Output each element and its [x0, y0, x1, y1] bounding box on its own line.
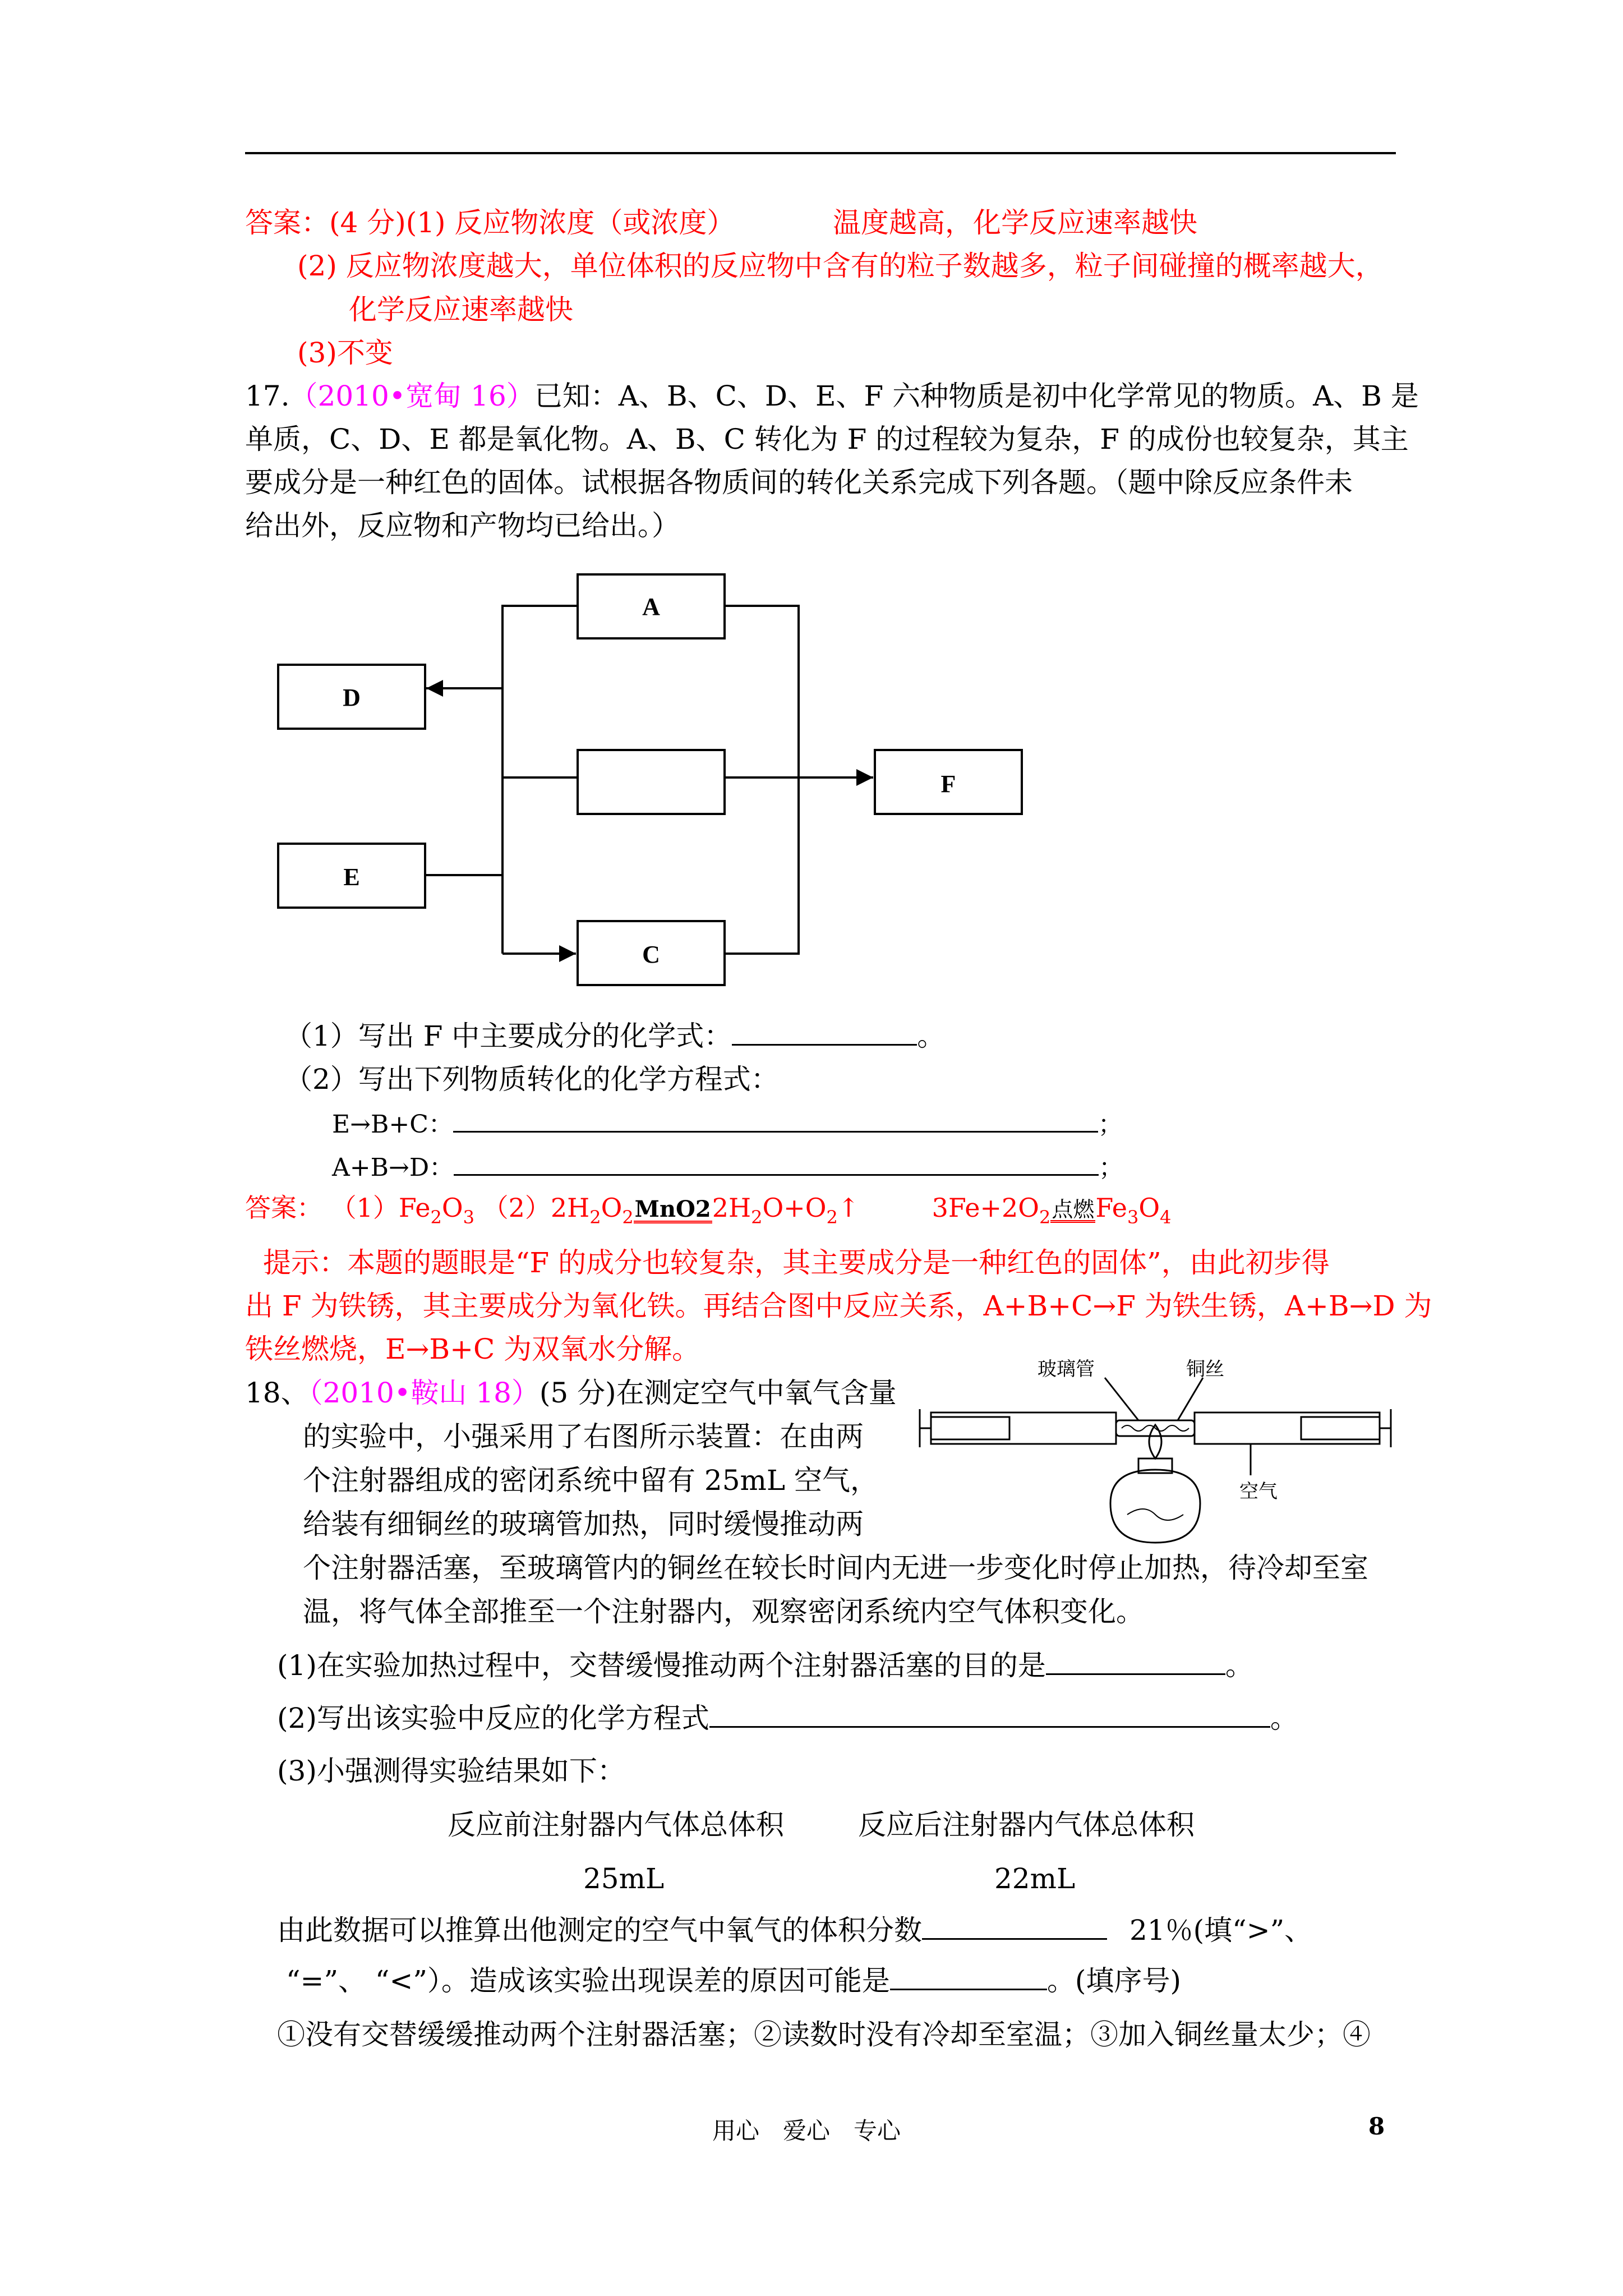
results-value-after: 22mL: [994, 1862, 1076, 1895]
q17-conversion-diagram: [0, 0, 1623, 1010]
q17-sub2: （2）写出下列物质转化的化学方程式：: [284, 1063, 779, 1096]
q17-sub1: （1）写出 F 中主要成分的化学式： 。: [284, 1020, 946, 1052]
q17-stem-line2: 单质，C、D、E 都是氧化物。A、B、C 转化为 F 的过程较为复杂，F 的成份也较复杂，其主: [245, 423, 1409, 455]
q16-answer-line1: 答案：(4 分)(1) 反应物浓度（或浓度）: [245, 206, 735, 239]
q16-answer-line3: 化学反应速率越快: [349, 293, 573, 326]
q18-conclusion-line2: “=”、 “<”）。造成该实验出现误差的原因可能是 。(填序号): [286, 1964, 1181, 1997]
box-c-label: C: [642, 941, 660, 968]
question-source: （2010•鞍山 18）: [308, 1377, 540, 1409]
connector-a-left: [502, 606, 578, 777]
box-e-label: E: [343, 863, 360, 891]
syringe-apparatus-figure: [914, 1358, 1396, 1582]
q16-answer-line2: (2) 反应物浓度越大，单位体积的反应物中含有的粒子数越多，粒子间碰撞的概率越大，: [297, 250, 1384, 282]
question-number: 17.: [245, 380, 290, 412]
answer-blank-f-formula[interactable]: [732, 1019, 917, 1046]
q17-eq2: A+B→D： ；: [332, 1149, 1123, 1185]
label-air: 空气: [1239, 1481, 1278, 1502]
box-b-blank: [578, 750, 725, 814]
q18-conclusion-line1: 由此数据可以推算出他测定的空气中氧气的体积分数 21％(填“>”、: [277, 1914, 1313, 1947]
connector-a-right: [725, 606, 799, 954]
q17-eq1: E→B+C： ；: [332, 1106, 1123, 1142]
q17-hint-line2: 出 F 为铁锈，其主要成分为氧化铁。再结合图中反应关系，A+B+C→F 为铁生锈，A+B→D 为: [245, 1290, 1432, 1322]
flame: [1149, 1425, 1161, 1458]
box-f-label: F: [940, 770, 956, 798]
answer-blank-eq2[interactable]: [454, 1149, 1099, 1176]
q18-stem-line5: 个注射器活塞，至玻璃管内的铜丝在较长时间内无进一步变化时停止加热，待冷却至室: [303, 1552, 1368, 1584]
q17-answer: 答案： $(1)Fe_2O_3$ $(2)2H_2O_2MnO22H_2O+O_2↑$ $3Fe+2O_2$点燃$Fe_3O_4$: [245, 1193, 1172, 1228]
footer-motto: 用心 爱心 专心: [712, 2117, 901, 2145]
q18-sub3: (3)小强测得实验结果如下：: [277, 1755, 625, 1787]
page-number: 8: [1368, 2113, 1385, 2140]
answer-blank-reason[interactable]: [890, 1964, 1047, 1990]
q17-hint-line1: 提示：本题的题眼是“F 的成分也较复杂，其主要成分是一种红色的固体”，由此初步得: [263, 1246, 1330, 1279]
q17-stem-line1: 17.（2010•宽甸 16）已知：A、B、C、D、E、F 六种物质是初中化学常见的物质。A、B 是: [245, 380, 1419, 412]
answer-blank-equation[interactable]: [709, 1701, 1270, 1728]
q16-answer-line1b: 温度越高，化学反应速率越快: [833, 206, 1197, 239]
catalyst-mno2: MnO2: [634, 1196, 711, 1222]
label-glass-tube: 玻璃管: [1038, 1359, 1095, 1380]
results-header-before: 反应前注射器内气体总体积: [448, 1809, 784, 1841]
box-a-label: A: [642, 593, 660, 620]
q18-sub1: (1)在实验加热过程中，交替缓慢推动两个注射器活塞的目的是 。: [277, 1649, 1253, 1682]
q18-stem-line1: 18、（2010•鞍山 18）(5 分)在测定空气中氧气含量: [245, 1377, 897, 1409]
box-d-label: D: [343, 684, 361, 711]
q18-stem-line4: 给装有细铜丝的玻璃管加热，同时缓慢推动两: [303, 1508, 864, 1540]
answer-blank-purpose[interactable]: [1046, 1649, 1225, 1675]
q18-options: ①没有交替缓缓推动两个注射器活塞；②读数时没有冷却至室温；③加入铜丝量太少；④: [277, 2018, 1371, 2051]
q17-hint-line3: 铁丝燃烧，E→B+C 为双氧水分解。: [245, 1333, 700, 1365]
answer-blank-eq1[interactable]: [453, 1106, 1098, 1133]
question-number: 18、: [245, 1377, 309, 1409]
q18-sub2: (2)写出该实验中反应的化学方程式 。: [277, 1702, 1298, 1734]
q17-stem-line4: 给出外，反应物和产物均已给出。）: [245, 509, 680, 542]
q17-stem-line3: 要成分是一种红色的固体。试根据各物质间的转化关系完成下列各题。（题中除反应条件未: [245, 466, 1353, 499]
results-header-after: 反应后注射器内气体总体积: [858, 1809, 1195, 1841]
results-value-before: 25mL: [583, 1862, 665, 1895]
condition-ignite: 点燃: [1052, 1197, 1095, 1222]
q18-stem-line3: 个注射器组成的密闭系统中留有 25mL 空气，: [303, 1464, 879, 1497]
alcohol-lamp: [1110, 1470, 1200, 1543]
label-copper-wire: 铜丝: [1186, 1359, 1224, 1380]
question-source: （2010•宽甸 16）: [289, 380, 534, 412]
q16-answer-line4: (3)不变: [297, 337, 393, 369]
q18-stem-line6: 温，将气体全部推至一个注射器内，观察密闭系统内空气体积变化。: [303, 1595, 1144, 1628]
answer-blank-compare[interactable]: [922, 1913, 1107, 1940]
q18-stem-line2: 的实验中，小强采用了右图所示装置：在由两: [303, 1420, 864, 1453]
